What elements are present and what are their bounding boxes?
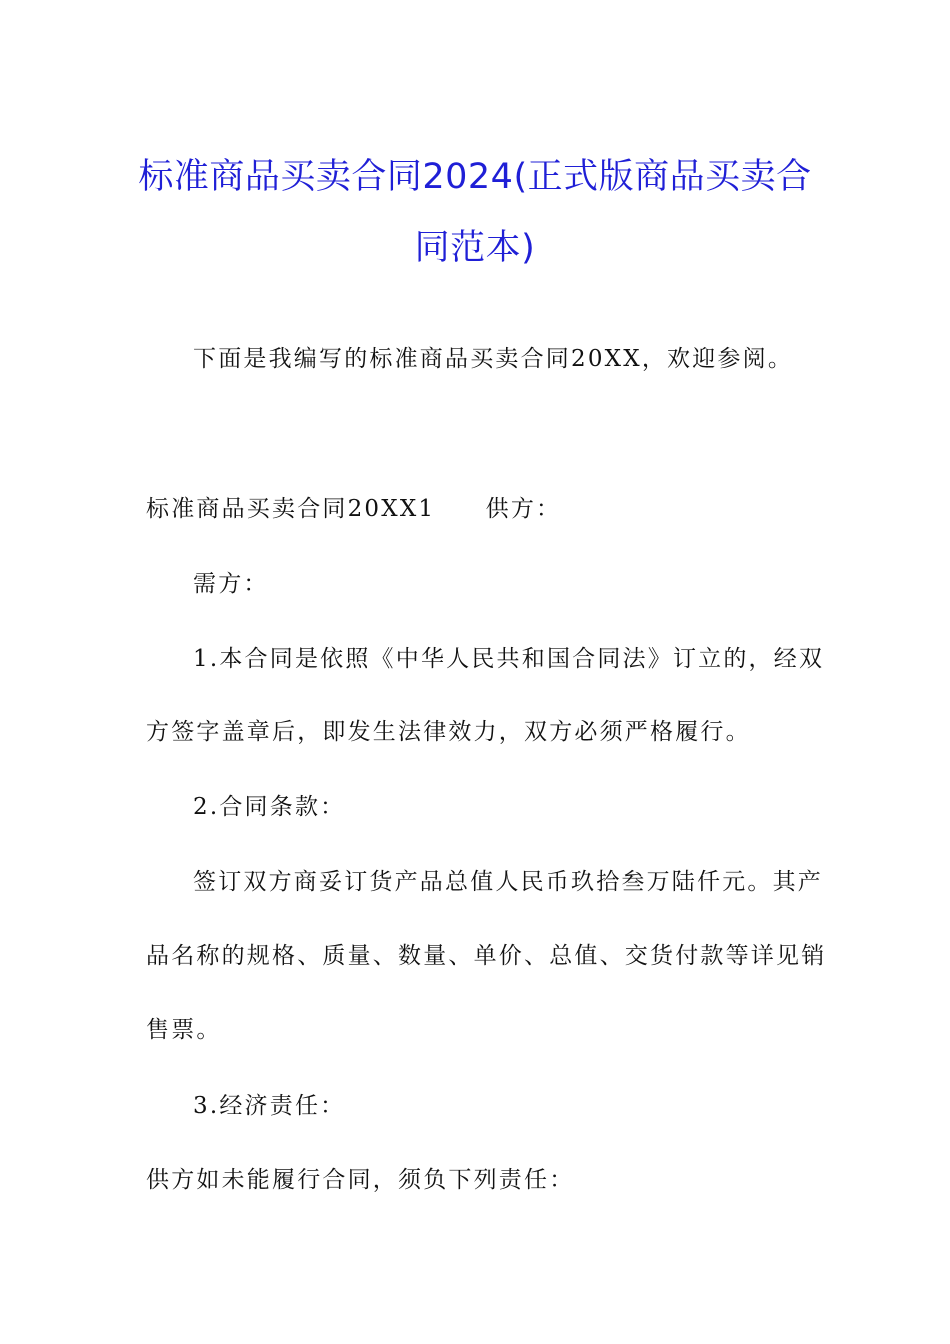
clause-1-line-1: 1.本合同是依照《中华人民共和国合同法》订立的，经双 [193, 646, 825, 672]
clause-2-line-2: 品名称的规格、质量、数量、单价、总值、交货付款等详见销 [146, 943, 827, 969]
document-title-line-1: 标准商品买卖合同2024(正式版商品买卖合 [138, 157, 812, 198]
clause-1-line-2: 方签字盖章后，即发生法律效力，双方必须严格履行。 [146, 719, 751, 745]
clause-2-line-3: 售票。 [146, 1017, 222, 1043]
clause-2-line-1: 签订双方商妥订货产品总值人民币玖拾叁万陆仟元。其产 [193, 869, 823, 895]
document-title-line-2: 同范本) [414, 228, 536, 269]
clause-3-heading: 3.经济责任： [193, 1093, 346, 1119]
intro-paragraph: 下面是我编写的标准商品买卖合同20XX，欢迎参阅。 [193, 346, 794, 372]
buyer-label: 需方： [193, 571, 269, 597]
clause-2-heading: 2.合同条款： [193, 794, 346, 820]
contract-heading-supplier: 标准商品买卖合同20XX1 供方： [146, 496, 562, 522]
clause-3-line-1: 供方如未能履行合同，须负下列责任： [146, 1167, 575, 1193]
